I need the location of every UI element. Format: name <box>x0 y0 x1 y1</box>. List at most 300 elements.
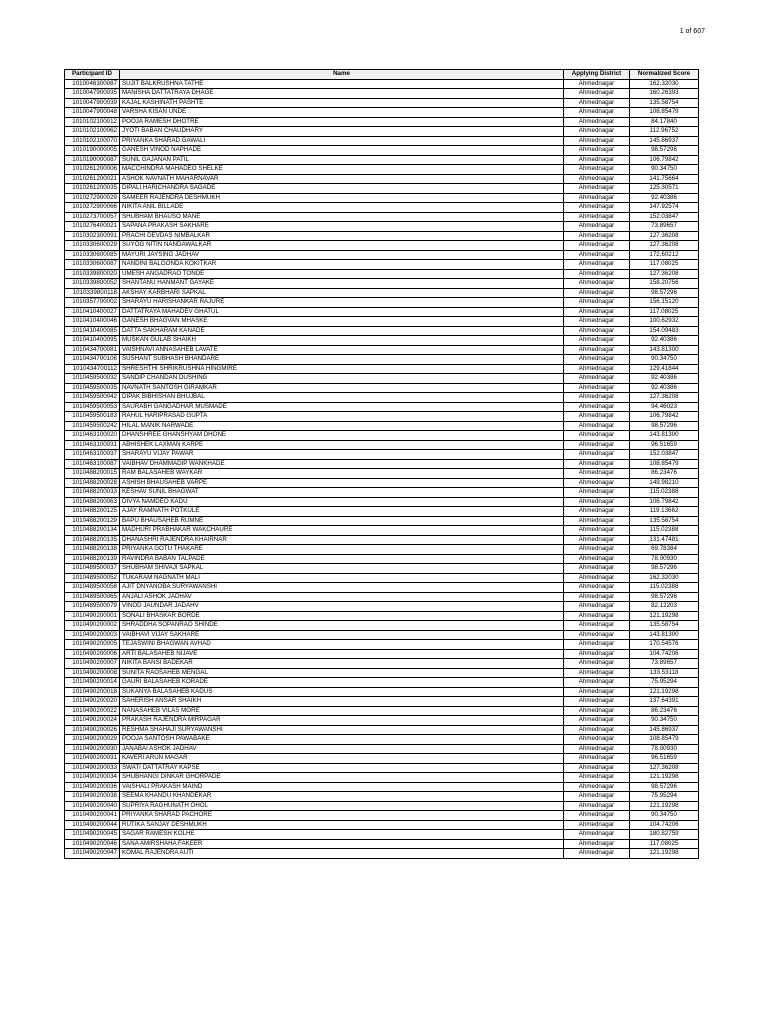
participant-id-cell: 1010490200026 <box>65 725 120 735</box>
participant-id-cell: 1010047900039 <box>65 98 120 108</box>
header-normalized-score: Normalized Score <box>630 70 699 80</box>
score-cell: 98.57296 <box>630 564 699 574</box>
name-cell: SUPRIYA RAGHUNATH OHOL <box>120 801 564 811</box>
table-row <box>65 431 699 441</box>
name-cell: PRACHI DEVDAS NIMBALKAR <box>120 231 564 241</box>
participant-id-cell: 1010410400085 <box>65 326 120 336</box>
name-cell: SHRESHTHI SHRIKRUSHNA HINGMIRE <box>120 364 564 374</box>
name-cell: VINOD JAUNDAR JADAHV <box>120 602 564 612</box>
header-participant-id: Participant ID <box>65 70 120 80</box>
name-cell: POOJA SANTOSH PAWABAKE <box>120 735 564 745</box>
header-name: Name <box>120 70 564 80</box>
district-cell: Ahmednagar <box>564 231 630 241</box>
score-cell: 121.19298 <box>630 801 699 811</box>
score-cell: 121.19298 <box>630 773 699 783</box>
district-cell: Ahmednagar <box>564 716 630 726</box>
table-row <box>65 545 699 555</box>
participant-id-cell: 1010339800052 <box>65 279 120 289</box>
name-cell: ASHOK NAVNATH MAHARNAVAR <box>120 174 564 184</box>
score-cell: 98.57296 <box>630 421 699 431</box>
score-cell: 78.00930 <box>630 744 699 754</box>
district-cell: Ahmednagar <box>564 241 630 251</box>
participant-id-cell: 1010046300087 <box>65 79 120 89</box>
district-cell: Ahmednagar <box>564 545 630 555</box>
score-cell: 135.58754 <box>630 98 699 108</box>
name-cell: ASHISH BHAUSAHEB VARPE <box>120 478 564 488</box>
district-cell: Ahmednagar <box>564 212 630 222</box>
score-cell: 104.74206 <box>630 820 699 830</box>
name-cell: KESHAV SUNIL BHAGWAT <box>120 488 564 498</box>
name-cell: TEJASWINI BHAGWAN AVHAD <box>120 640 564 650</box>
participant-id-cell: 1010488200139 <box>65 554 120 564</box>
participant-id-cell: 1010102100062 <box>65 127 120 137</box>
table-row <box>65 212 699 222</box>
table-row <box>65 193 699 203</box>
score-cell: 145.86937 <box>630 725 699 735</box>
participant-id-cell: 1010261200035 <box>65 184 120 194</box>
name-cell: RAVINDRA BABAN TALPADE <box>120 554 564 564</box>
table-row <box>65 687 699 697</box>
name-cell: SEEMA KHANDU KHANDEKAR <box>120 792 564 802</box>
table-row <box>65 355 699 365</box>
score-cell: 127.36208 <box>630 269 699 279</box>
participant-id-cell: 1010488200015 <box>65 469 120 479</box>
participant-id-cell: 1010272900029 <box>65 193 120 203</box>
participant-id-cell: 1010330600085 <box>65 250 120 260</box>
score-cell: 104.74206 <box>630 649 699 659</box>
table-row <box>65 526 699 536</box>
score-cell: 69.78384 <box>630 545 699 555</box>
score-cell: 96.51659 <box>630 754 699 764</box>
score-cell: 96.51659 <box>630 440 699 450</box>
table-row <box>65 488 699 498</box>
participant-id-cell: 1010490200006 <box>65 649 120 659</box>
score-cell: 143.81300 <box>630 630 699 640</box>
district-cell: Ahmednagar <box>564 659 630 669</box>
participant-id-cell: 1010489500058 <box>65 583 120 593</box>
name-cell: SUNIL GAJANAN PATIL <box>120 155 564 165</box>
score-cell: 180.82759 <box>630 830 699 840</box>
participant-id-cell: 1010490200008 <box>65 668 120 678</box>
table-row <box>65 811 699 821</box>
score-cell: 98.57296 <box>630 146 699 156</box>
district-cell: Ahmednagar <box>564 602 630 612</box>
name-cell: PRIYANKA SHARAD PACHORE <box>120 811 564 821</box>
participant-id-cell: 1010330600029 <box>65 241 120 251</box>
participant-id-cell: 1010434700081 <box>65 345 120 355</box>
table-row <box>65 136 699 146</box>
name-cell: BAPU BHAUSAHEB RUMNE <box>120 516 564 526</box>
score-cell: 121.19298 <box>630 687 699 697</box>
name-cell: MACCHINDRA MAHADEO SHELKE <box>120 165 564 175</box>
score-cell: 92.40386 <box>630 383 699 393</box>
name-cell: VAIBHAV DHAMMADIP WANKHADE <box>120 459 564 469</box>
district-cell: Ahmednagar <box>564 849 630 859</box>
name-cell: DHANASHRI RAJENDRA KHAIRNAR <box>120 535 564 545</box>
participant-id-cell: 1010459500035 <box>65 383 120 393</box>
table-row <box>65 583 699 593</box>
score-cell: 115.02388 <box>630 583 699 593</box>
score-cell: 98.57296 <box>630 782 699 792</box>
score-cell: 78.00930 <box>630 554 699 564</box>
name-cell: VAIBHAVI VIJAY SAKHARE <box>120 630 564 640</box>
name-cell: AJAY RAMNATH POTKULE <box>120 507 564 517</box>
table-row <box>65 744 699 754</box>
participant-id-cell: 1010488200129 <box>65 516 120 526</box>
table-row <box>65 630 699 640</box>
district-cell: Ahmednagar <box>564 374 630 384</box>
participant-id-cell: 1010463100031 <box>65 440 120 450</box>
table-row <box>65 155 699 165</box>
participant-id-cell: 1010410400095 <box>65 336 120 346</box>
score-cell: 127.36208 <box>630 241 699 251</box>
table-row <box>65 260 699 270</box>
table-row <box>65 763 699 773</box>
name-cell: SAMEER RAJENDRA DESHMUKH <box>120 193 564 203</box>
name-cell: VAISHNAVI ANNASAHEB LAVATE <box>120 345 564 355</box>
table-row <box>65 516 699 526</box>
table-row <box>65 298 699 308</box>
district-cell: Ahmednagar <box>564 830 630 840</box>
name-cell: SUNITA RAOSAHEB MENGAL <box>120 668 564 678</box>
name-cell: ABHISHEK LAXMAN KARPE <box>120 440 564 450</box>
score-cell: 127.36208 <box>630 763 699 773</box>
participant-id-cell: 1010273700057 <box>65 212 120 222</box>
district-cell: Ahmednagar <box>564 184 630 194</box>
name-cell: RAM BALASAHEB WAYKAR <box>120 469 564 479</box>
participant-id-cell: 1010490200040 <box>65 801 120 811</box>
name-cell: NIKITA BANSI BADEKAR <box>120 659 564 669</box>
name-cell: MAYURI JAYSING JADHAV <box>120 250 564 260</box>
name-cell: DIVYA NAMDEO KADU <box>120 497 564 507</box>
district-cell: Ahmednagar <box>564 801 630 811</box>
score-cell: 152.03847 <box>630 212 699 222</box>
district-cell: Ahmednagar <box>564 136 630 146</box>
participant-id-cell: 1010490200020 <box>65 697 120 707</box>
table-row <box>65 241 699 251</box>
table-row <box>65 108 699 118</box>
district-cell: Ahmednagar <box>564 155 630 165</box>
participant-id-cell: 1010488200063 <box>65 497 120 507</box>
district-cell: Ahmednagar <box>564 649 630 659</box>
name-cell: MANISHA DATTATRAYA DHAGE <box>120 89 564 99</box>
score-cell: 129.41844 <box>630 364 699 374</box>
table-row <box>65 469 699 479</box>
district-cell: Ahmednagar <box>564 98 630 108</box>
name-cell: KOMAL RAJENDRA AUTI <box>120 849 564 859</box>
name-cell: VARSHA KISAN UNDE <box>120 108 564 118</box>
table-row <box>65 440 699 450</box>
participant-id-cell: 1010102100012 <box>65 117 120 127</box>
score-cell: 162.32030 <box>630 79 699 89</box>
table-row <box>65 478 699 488</box>
name-cell: SANDIP CHANDAN DUSHING <box>120 374 564 384</box>
score-cell: 90.34750 <box>630 716 699 726</box>
table-row <box>65 592 699 602</box>
table-row <box>65 307 699 317</box>
name-cell: SHRADDHA SOPANRAO SHINDE <box>120 621 564 631</box>
score-cell: 117.08025 <box>630 307 699 317</box>
participant-id-cell: 1010272900066 <box>65 203 120 213</box>
score-cell: 135.58754 <box>630 516 699 526</box>
district-cell: Ahmednagar <box>564 839 630 849</box>
district-cell: Ahmednagar <box>564 611 630 621</box>
score-cell: 160.26393 <box>630 89 699 99</box>
table-row <box>65 849 699 859</box>
district-cell: Ahmednagar <box>564 488 630 498</box>
name-cell: SHARAYU VIJAY PAWAR <box>120 450 564 460</box>
district-cell: Ahmednagar <box>564 469 630 479</box>
district-cell: Ahmednagar <box>564 735 630 745</box>
district-cell: Ahmednagar <box>564 535 630 545</box>
table-row <box>65 383 699 393</box>
name-cell: KAJAL KASHINATH PASHTE <box>120 98 564 108</box>
table-row <box>65 640 699 650</box>
table-row <box>65 535 699 545</box>
participant-id-cell: 1010488200134 <box>65 526 120 536</box>
score-cell: 75.95294 <box>630 792 699 802</box>
header-applying-district: Applying District <box>564 70 630 80</box>
score-cell: 154.09483 <box>630 326 699 336</box>
name-cell: SAURABH GANGADHAR MUSMADE <box>120 402 564 412</box>
name-cell: RAHUL HARIPRASAD GUPTA <box>120 412 564 422</box>
participant-id-cell: 1010490200036 <box>65 782 120 792</box>
district-cell: Ahmednagar <box>564 573 630 583</box>
score-cell: 106.79842 <box>630 497 699 507</box>
participant-id-cell: 1010357700002 <box>65 298 120 308</box>
table-row <box>65 336 699 346</box>
table-row <box>65 231 699 241</box>
score-cell: 98.57296 <box>630 288 699 298</box>
district-cell: Ahmednagar <box>564 697 630 707</box>
table-row <box>65 706 699 716</box>
participant-id-cell: 1010490200031 <box>65 754 120 764</box>
district-cell: Ahmednagar <box>564 782 630 792</box>
name-cell: DHANSHREE GHANSHYAM DHONE <box>120 431 564 441</box>
district-cell: Ahmednagar <box>564 402 630 412</box>
name-cell: AJIT DNYANOBA SURYAWANSHI <box>120 583 564 593</box>
name-cell: NIKITA ANIL BILLADE <box>120 203 564 213</box>
participant-id-cell: 1010490200047 <box>65 849 120 859</box>
district-cell: Ahmednagar <box>564 564 630 574</box>
district-cell: Ahmednagar <box>564 108 630 118</box>
table-row <box>65 402 699 412</box>
name-cell: DATTATRAYA MAHADEV GHATUL <box>120 307 564 317</box>
score-cell: 119.13662 <box>630 507 699 517</box>
district-cell: Ahmednagar <box>564 754 630 764</box>
table-row <box>65 279 699 289</box>
score-cell: 92.40386 <box>630 336 699 346</box>
table-row <box>65 716 699 726</box>
participant-id-cell: 1010330600087 <box>65 260 120 270</box>
name-cell: VAISHALI PRAKASH MAIND <box>120 782 564 792</box>
district-cell: Ahmednagar <box>564 250 630 260</box>
participant-id-cell: 1010488200135 <box>65 535 120 545</box>
table-row <box>65 89 699 99</box>
table-row <box>65 573 699 583</box>
participant-id-cell: 1010463100037 <box>65 450 120 460</box>
district-cell: Ahmednagar <box>564 79 630 89</box>
district-cell: Ahmednagar <box>564 640 630 650</box>
participant-id-cell: 1010490200029 <box>65 735 120 745</box>
district-cell: Ahmednagar <box>564 203 630 213</box>
district-cell: Ahmednagar <box>564 621 630 631</box>
table-row <box>65 250 699 260</box>
participant-id-cell: 1010489500052 <box>65 573 120 583</box>
district-cell: Ahmednagar <box>564 820 630 830</box>
participant-id-cell: 1010490200002 <box>65 621 120 631</box>
name-cell: SAHERISH ANSAR SHAIKH <box>120 697 564 707</box>
participant-id-cell: 1010047900035 <box>65 89 120 99</box>
score-cell: 121.19298 <box>630 849 699 859</box>
participant-id-cell: 1010434700112 <box>65 364 120 374</box>
table-row <box>65 326 699 336</box>
name-cell: PRAKASH RAJENDRA MIRPAGAR <box>120 716 564 726</box>
table-row <box>65 725 699 735</box>
name-cell: SONALI BHASKAR BORDE <box>120 611 564 621</box>
score-cell: 98.57296 <box>630 592 699 602</box>
participant-id-cell: 1010459500032 <box>65 374 120 384</box>
district-cell: Ahmednagar <box>564 288 630 298</box>
score-cell: 127.36208 <box>630 231 699 241</box>
district-cell: Ahmednagar <box>564 583 630 593</box>
table-row <box>65 678 699 688</box>
score-cell: 92.40386 <box>630 374 699 384</box>
name-cell: SUSHANT SUBHASH BHANDARE <box>120 355 564 365</box>
participant-id-cell: 1010302300091 <box>65 231 120 241</box>
name-cell: SUYOG NITIN NANDAWALKAR <box>120 241 564 251</box>
score-cell: 145.86937 <box>630 136 699 146</box>
name-cell: RESHMA SHAHAJI SURYAWANSHI <box>120 725 564 735</box>
name-cell: SHUBHAM BHAUSO MANE <box>120 212 564 222</box>
participant-id-cell: 1010339800118 <box>65 288 120 298</box>
participant-id-cell: 1010339800020 <box>65 269 120 279</box>
district-cell: Ahmednagar <box>564 773 630 783</box>
table-row <box>65 564 699 574</box>
score-cell: 90.34750 <box>630 811 699 821</box>
participant-id-cell: 1010489500065 <box>65 592 120 602</box>
name-cell: PRIYANKA SHARAD GAWALI <box>120 136 564 146</box>
score-cell: 115.02388 <box>630 488 699 498</box>
score-cell: 86.23476 <box>630 469 699 479</box>
name-cell: DIPAK BIBHISHAN BHUJBAL <box>120 393 564 403</box>
table-row <box>65 345 699 355</box>
score-cell: 127.36208 <box>630 393 699 403</box>
table-row <box>65 649 699 659</box>
table-row <box>65 174 699 184</box>
table-row <box>65 554 699 564</box>
score-cell: 141.75664 <box>630 174 699 184</box>
name-cell: SANA AMIRSHAHA FAKEER <box>120 839 564 849</box>
district-cell: Ahmednagar <box>564 326 630 336</box>
table-row <box>65 792 699 802</box>
participant-id-cell: 1010102100070 <box>65 136 120 146</box>
table-row <box>65 507 699 517</box>
participant-id-cell: 1010190000087 <box>65 155 120 165</box>
participant-id-cell: 1010276400021 <box>65 222 120 232</box>
participant-id-cell: 1010488200028 <box>65 478 120 488</box>
participant-id-cell: 1010459500242 <box>65 421 120 431</box>
page-number: 1 of 607 <box>679 28 705 35</box>
table-row <box>65 98 699 108</box>
table-row <box>65 782 699 792</box>
score-cell: 162.32030 <box>630 573 699 583</box>
score-cell: 131.47481 <box>630 535 699 545</box>
score-cell: 92.40386 <box>630 193 699 203</box>
district-cell: Ahmednagar <box>564 336 630 346</box>
score-cell: 143.81300 <box>630 345 699 355</box>
district-cell: Ahmednagar <box>564 516 630 526</box>
district-cell: Ahmednagar <box>564 725 630 735</box>
table-row <box>65 203 699 213</box>
score-cell: 108.85479 <box>630 459 699 469</box>
score-cell: 121.19298 <box>630 611 699 621</box>
district-cell: Ahmednagar <box>564 744 630 754</box>
name-cell: MADHURI PRABHAKAR WAKCHAURE <box>120 526 564 536</box>
table-row <box>65 621 699 631</box>
participant-id-cell: 1010047900048 <box>65 108 120 118</box>
district-cell: Ahmednagar <box>564 706 630 716</box>
district-cell: Ahmednagar <box>564 668 630 678</box>
score-cell: 108.85479 <box>630 108 699 118</box>
district-cell: Ahmednagar <box>564 260 630 270</box>
table-row <box>65 393 699 403</box>
table-row <box>65 288 699 298</box>
table-row <box>65 668 699 678</box>
name-cell: GAURI BALASAHEB KORADE <box>120 678 564 688</box>
name-cell: MUSKAN GULAB SHAIKH <box>120 336 564 346</box>
participant-id-cell: 1010488200033 <box>65 488 120 498</box>
district-cell: Ahmednagar <box>564 478 630 488</box>
district-cell: Ahmednagar <box>564 412 630 422</box>
table-row <box>65 801 699 811</box>
district-cell: Ahmednagar <box>564 117 630 127</box>
district-cell: Ahmednagar <box>564 307 630 317</box>
table-row <box>65 117 699 127</box>
name-cell: JANABAI ASHOK JADHAV <box>120 744 564 754</box>
table-row <box>65 146 699 156</box>
district-cell: Ahmednagar <box>564 364 630 374</box>
district-cell: Ahmednagar <box>564 393 630 403</box>
table-row <box>65 364 699 374</box>
name-cell: RUTIKA SANJAY DESHMUKH <box>120 820 564 830</box>
score-cell: 156.15120 <box>630 298 699 308</box>
participant-id-cell: 1010490200030 <box>65 744 120 754</box>
participant-id-cell: 1010490200038 <box>65 792 120 802</box>
table-row <box>65 79 699 89</box>
score-cell: 137.64391 <box>630 697 699 707</box>
name-cell: SAGAR RAMESH KOLHE <box>120 830 564 840</box>
name-cell: ANJALI ASHOK JADHAV <box>120 592 564 602</box>
name-cell: UMESH ANGADRAO TONDE <box>120 269 564 279</box>
participant-id-cell: 1010261200006 <box>65 165 120 175</box>
district-cell: Ahmednagar <box>564 811 630 821</box>
table-row <box>65 839 699 849</box>
table-row <box>65 602 699 612</box>
participant-id-cell: 1010490200041 <box>65 811 120 821</box>
participant-id-cell: 1010490200024 <box>65 716 120 726</box>
score-cell: 135.58754 <box>630 621 699 631</box>
table-row <box>65 659 699 669</box>
district-cell: Ahmednagar <box>564 165 630 175</box>
participant-id-cell: 1010488200125 <box>65 507 120 517</box>
district-cell: Ahmednagar <box>564 146 630 156</box>
district-cell: Ahmednagar <box>564 431 630 441</box>
participant-id-cell: 1010490200044 <box>65 820 120 830</box>
participant-id-cell: 1010490200018 <box>65 687 120 697</box>
score-cell: 172.60212 <box>630 250 699 260</box>
participant-id-cell: 1010488200138 <box>65 545 120 555</box>
